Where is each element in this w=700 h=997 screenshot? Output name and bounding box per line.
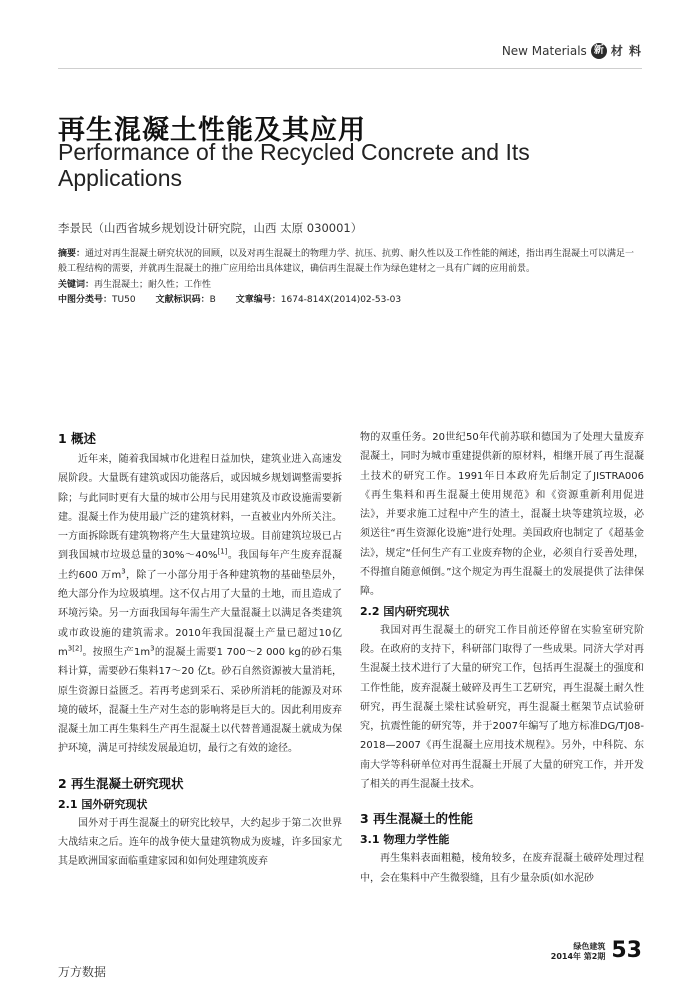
subsection-2-1-heading: 2.1 国外研究现状 bbox=[58, 797, 148, 811]
title-english: Performance of the Recycled Concrete and Its Applications bbox=[58, 139, 530, 191]
magazine-info bbox=[551, 942, 606, 962]
header-chinese: 材 料 bbox=[610, 44, 642, 58]
doc-label: 文献标识码： bbox=[155, 295, 210, 305]
s1-text-b: 。我国每年产生废弃混凝土约600 万m bbox=[58, 550, 343, 581]
clc-value: TU50 bbox=[112, 295, 136, 305]
abstract-label: 摘要： bbox=[58, 249, 86, 259]
magazine-name: 绿色建筑 bbox=[573, 942, 606, 951]
header-english: New Materials bbox=[501, 43, 587, 58]
subsection-2-1-paragraph: 国外对于再生混凝土的研究比较早，大约起步于第二次世界大战结束之后。连年的战争使大量建筑物成为废墟，许多国家尤其是欧洲国家面临重建家园和如何处理建筑废弃 bbox=[58, 817, 342, 868]
s1-text-e: 的混凝土需要1 700～2 000 kg的砂石集料计算，需要砂石集料17～20 亿t。砂石自然资源被大量消耗，原生资源日益匮乏。若再考虑到采石、采砂所消耗的能源及对环境的破坏，混凝土生产对生态的影响将是巨大的。因此利用废弃混凝土加工再生集料生产再生混凝土以代替普通混凝土就成为保护环境，满足可持续发展最迫切，最行之有效的途径。 bbox=[58, 646, 342, 755]
section-1-paragraph bbox=[58, 450, 342, 759]
classification-line bbox=[58, 293, 642, 308]
author-line: 李景民（山西省城乡规划设计研究院，山西 太原 030001） bbox=[58, 221, 363, 235]
s1-text-c: ，除了一小部分用于各种建筑物的基础垫层外，绝大部分作为垃圾填埋。这不仅占用了大量的土地，而且造成了环境污染。另一方面我国每年需生产大量混凝土以满足各类建筑或市政设施的建筑需求。2010年我国混凝土产量已超过10亿m bbox=[58, 569, 343, 658]
doc-value: B bbox=[209, 295, 216, 305]
subsection-2-2-paragraph: 我国对再生混凝土的研究工作目前还停留在实验室研究阶段。在政府的支持下，科研部门取得了一些成果。同济大学对再生混凝土技术进行了大量的研究工作，包括再生混凝土的强度和工作性能，废弃混凝土破碎及再生工艺研究，再生混凝土耐久性研究，再生混凝土梁柱试验研究，再生混凝土框架节点试验研究，抗震性能的研究等，并于2007年编写了地方标准DG/TJ08-2018—2007《再生混凝土应用技术规程》。另外，中科院、东南大学等科研单位对再生混凝土开展了大量的研究工作，并开发了相关的再生混凝土技术。 bbox=[360, 624, 644, 791]
clc-number bbox=[58, 293, 136, 308]
subsection-3-1-heading: 3.1 物理力学性能 bbox=[360, 833, 450, 847]
art-value: 1674-814X(2014)02-53-03 bbox=[280, 295, 402, 305]
right-column bbox=[360, 428, 644, 888]
page-number: 53 bbox=[611, 938, 642, 963]
art-label: 文章编号： bbox=[235, 295, 281, 305]
superscript-3: 3 bbox=[67, 644, 73, 653]
subsection-2-1-continued: 物的双重任务。20世纪50年代前苏联和德国为了处理大量废弃混凝土，同时为城市重建提供新的原材料，相继开展了再生混凝土技术的研究工作。1991年日本政府先后制定了JISTRA006《再生集料和再生混凝土使用规范》和《资源重新利用促进法》，并要求施工过程中产生的渣土，混凝土块等建筑垃圾，必须送往“再生资源化设施”进行处理。美国政府也制定了《超基金法》，规定“任何生产有工业废弃物的企业，必须自行妥善处理，不得擅自随意倾倒。”这个规定为再生混凝土的发展提供了法律保障。 bbox=[360, 432, 644, 598]
title-chinese: 再生混凝土性能及其应用 bbox=[58, 115, 366, 146]
superscript-3: 3 bbox=[150, 644, 155, 653]
new-badge-icon: 新 bbox=[591, 43, 607, 59]
article-number bbox=[236, 293, 401, 308]
citation-1: [1] bbox=[217, 548, 228, 557]
section-1-heading: 1 概述 bbox=[58, 431, 97, 446]
keywords bbox=[58, 278, 642, 293]
section-gap bbox=[58, 759, 342, 773]
abstract-text: 通过对再生混凝土研究状况的回顾，以及对再生混凝土的物理力学、抗压、抗剪、耐久性以及工作性能的阐述，指出再生混凝土可以满足一般工程结构的需要，并就再生混凝土的推广应用给出具体建议，确信再生混凝土作为绿色建材之一具有广阔的应用前景。 bbox=[58, 249, 635, 274]
superscript-3: 3 bbox=[121, 567, 126, 576]
running-header bbox=[502, 42, 642, 59]
watermark: 万方数据 bbox=[58, 965, 107, 979]
keywords-label: 关键词： bbox=[58, 280, 95, 290]
section-3-heading: 3 再生混凝土的性能 bbox=[360, 811, 474, 827]
section-2-heading: 2 再生混凝土研究现状 bbox=[58, 775, 184, 791]
keywords-text: 再生混凝土；耐久性；工作性 bbox=[94, 280, 212, 290]
left-column bbox=[58, 428, 342, 872]
abstract bbox=[58, 247, 642, 277]
page-footer bbox=[551, 940, 642, 962]
section-gap bbox=[360, 794, 644, 808]
s1-text-d: 。按照生产1m bbox=[82, 646, 151, 658]
subsection-3-1-paragraph: 再生集料表面粗糙，棱角较多，在废弃混凝土破碎处理过程中，会在集料中产生微裂缝，且有少量杂质(如水泥砂 bbox=[360, 853, 644, 884]
citation-2: [2] bbox=[72, 644, 83, 653]
subsection-2-2-heading: 2.2 国内研究现状 bbox=[360, 604, 450, 618]
document-code bbox=[156, 293, 216, 308]
clc-label: 中图分类号： bbox=[58, 295, 113, 305]
issue-label: 2014年 第2期 bbox=[550, 952, 606, 961]
s1-text-a: 近年来，随着我国城市化进程日益加快，建筑业进入高速发展阶段。大量既有建筑或因功能落后，或因城乡规划调整需要拆除；与此同时更有大量的城市公用与民用建筑及市政设施需要新建。混凝土作为使用最广泛的建筑材料，一直被业内外所关注。一方面拆除既有建筑物将产生大量建筑垃圾。目前建筑垃圾已占到我国城市垃圾总量的30%～40% bbox=[58, 454, 342, 562]
header-divider bbox=[58, 68, 642, 69]
